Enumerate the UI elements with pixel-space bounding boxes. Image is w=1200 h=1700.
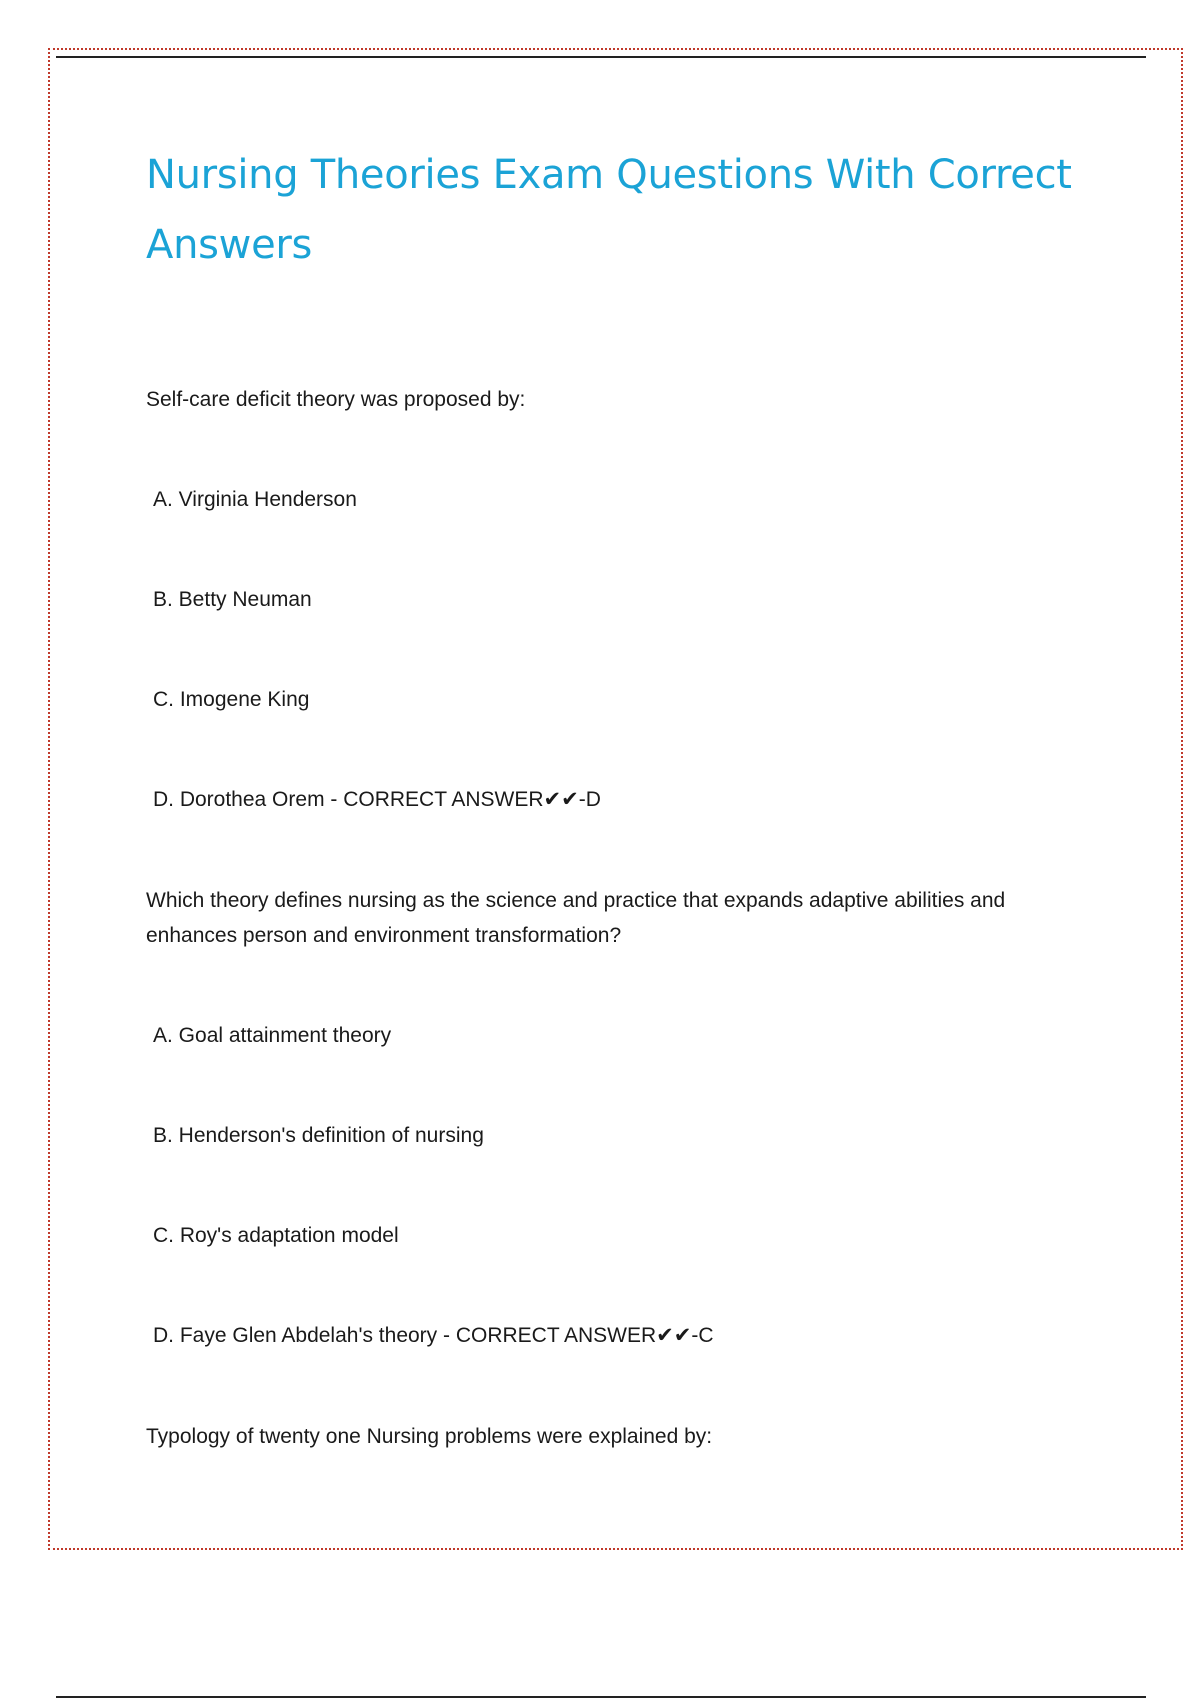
- question-2-option-c: C. Roy's adaptation model: [153, 1224, 399, 1247]
- document-body: [146, 140, 1096, 1454]
- document-title: Nursing Theories Exam Questions With Correct Answers: [146, 152, 1072, 268]
- question-2-option-a: A. Goal attainment theory: [153, 1024, 392, 1047]
- question-2-option-d: D. Faye Glen Abdelah's theory - CORRECT ANSWER✔✔-C: [153, 1324, 714, 1347]
- question-list: [146, 382, 1096, 1454]
- question-1-option-d: D. Dorothea Orem - CORRECT ANSWER✔✔-D: [153, 788, 601, 811]
- question-1-option-a: A. Virginia Henderson: [153, 488, 357, 511]
- top-rule: [56, 56, 1146, 58]
- question-1-option-c: C. Imogene King: [153, 688, 310, 711]
- bottom-rule: [56, 1696, 1146, 1698]
- question-1: Self-care deficit theory was proposed by:: [146, 388, 526, 411]
- question-1-option-b: B. Betty Neuman: [153, 588, 312, 611]
- question-2-option-b: B. Henderson's definition of nursing: [153, 1124, 484, 1147]
- question-3: Typology of twenty one Nursing problems were explained by:: [146, 1425, 713, 1448]
- question-2: Which theory defines nursing as the science and practice that expands adaptive abilities and enhances person and environment transformation?: [146, 889, 1006, 947]
